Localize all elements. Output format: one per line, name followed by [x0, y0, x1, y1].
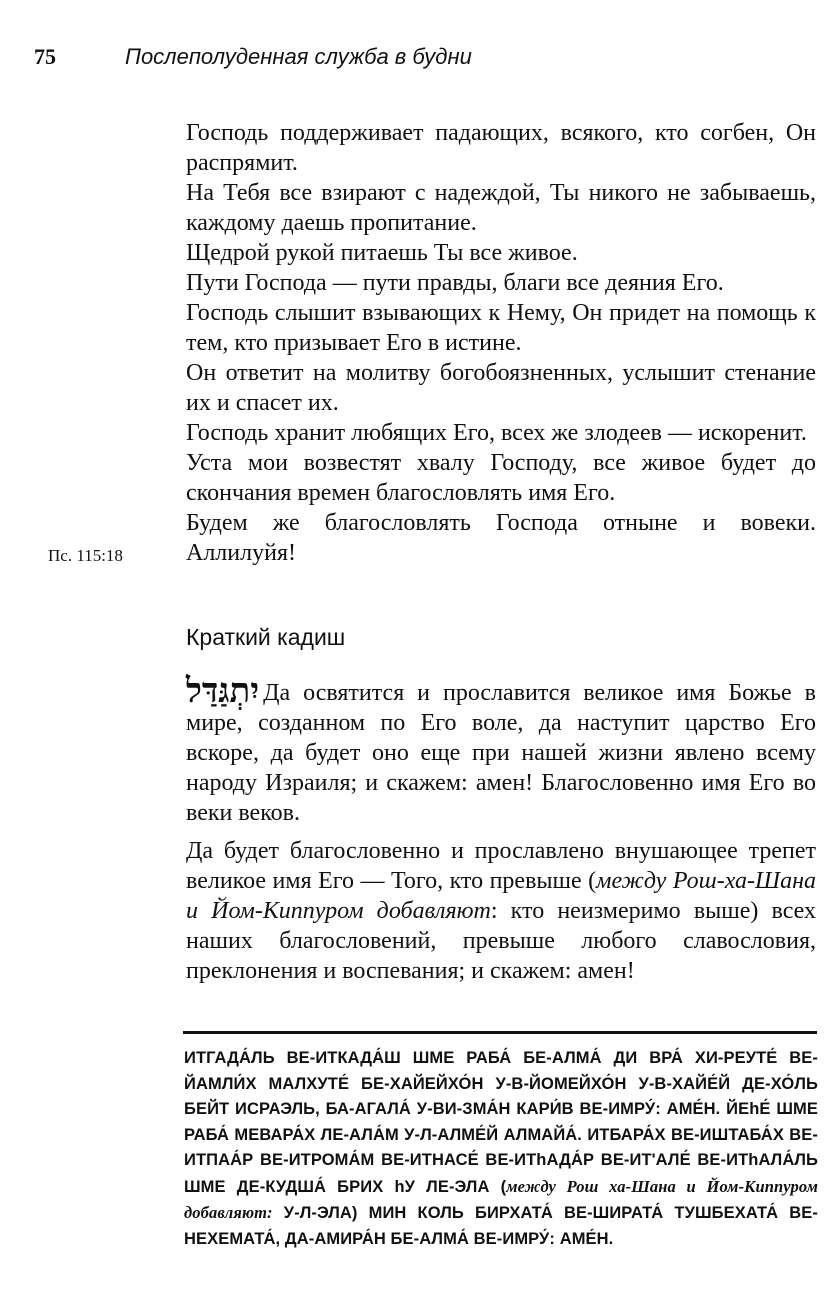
psalm-line: Господь слышит взывающих к Нему, Он придет на помощь к тем, кто призывает Его в истине. — [186, 300, 816, 356]
kaddish-paragraph-2-end: : кто неизмеримо выше) всех наших благословений, превыше любого славословия, преклонения и воспевания; и скажем: амен! — [186, 898, 817, 984]
kaddish-paragraph-2-start: Да будет благословенно и прославлено внушающее трепет великое имя Его — Того, кто превыше ( — [186, 838, 816, 894]
transliteration-part-2: У-Л-ЭЛА) МИН КОЛЬ БИРХАТА́ ВЕ-ШИРАТА́ ТУШБЕХАТА́ ВЕ-НЕХЕМАТА́, ДА-АМИРА́Н БЕ-АЛМА́ ВЕ-ИМРУ́: АМЕ́Н. — [184, 1204, 818, 1248]
psalm-line: Уста мои возвестят хвалу Господу, все живое будет до скончания времен благословлять имя Его. — [186, 450, 816, 506]
hebrew-opening-word: יִתְגַּדַּל — [186, 671, 260, 711]
psalm-line: Будем же благословлять Господа отныне и вовеки. Аллилуйя! — [186, 510, 816, 566]
psalm-line: Он ответит на молитву богобоязненных, услышит стенание их и спасет их. — [186, 360, 816, 416]
running-title: Послеполуденная служба в будни — [125, 44, 472, 69]
psalm-line: На Тебя все взирают с надеждой, Ты никого не забываешь, каждому даешь пропитание. — [186, 180, 816, 236]
margin-reference: Пс. 115:18 — [48, 546, 123, 565]
section-title: Краткий кадиш — [186, 624, 346, 650]
transliteration-block — [184, 1046, 818, 1252]
psalm-line: Господь хранит любящих Его, всех же злодеев — искоренит. — [186, 420, 807, 446]
page-header — [30, 44, 810, 76]
kaddish-paragraph-2 — [186, 836, 816, 986]
psalm-text — [186, 118, 816, 568]
psalm-line: Пути Господа — пути правды, благи все деяния Его. — [186, 270, 724, 296]
kaddish-paragraph-1 — [186, 671, 816, 828]
transliteration-instruction: между Рош ха-Шана и Йом-Киппуром добавляют: — [184, 1176, 818, 1222]
kaddish-paragraph-1-text: Да освятится и прославится великое имя Божье в мире, созданном по Его воле, да наступит царство Его вскоре, да будет оно еще при нашей жизни явлено всему народу Израиля; и скажем: амен! Благословенно имя Его во веки веков. — [186, 680, 816, 826]
instruction-note: между Рош-ха-Шана и Йом-Киппуром добавляют — [186, 868, 816, 924]
divider-rule — [183, 1031, 817, 1034]
kaddish-text — [186, 671, 817, 986]
psalm-line: Щедрой рукой питаешь Ты все живое. — [186, 240, 578, 266]
page-number: 75 — [34, 44, 56, 69]
transliteration-part-1: ИТГАДА́ЛЬ ВЕ-ИТКАДА́Ш ШМЕ РАБА́ БЕ-АЛМА́ ДИ ВРА́ ХИ-РЕУТЕ́ ВЕ-ЙАМЛИ́Х МАЛХУТЕ́ БЕ-ХАЙЕЙХО́Н У-В-ЙОМЕЙХО́Н У-В-ХАЙЕ́Й ДЕ-ХО́ЛЬ БЕЙТ ИСРАЭЛЬ, БА-АГАЛА́ У-ВИ-ЗМА́Н КАРИ́В ВЕ-ИМРУ́: АМЕ́Н. ЙЕhЕ́ ШМЕ РАБА́ МЕВАРА́Х ЛЕ-АЛА́М У-Л-АЛМЕ́Й АЛМАЙА́. ИТБАРА́Х ВЕ-ИШТАБА́Х ВЕ-ИТПАА́Р ВЕ-ИТРОМА́М ВЕ-ИТНАСЕ́ ВЕ-ИТhАДА́Р ВЕ-ИТ'АЛЕ́ ВЕ-ИТhАЛА́ЛЬ ШМЕ ДЕ-КУДША́ БРИХ hУ ЛЕ-ЭЛА ( — [184, 1049, 818, 1196]
psalm-line: Господь поддерживает падающих, всякого, кто согбен, Он распрямит. — [186, 120, 816, 176]
